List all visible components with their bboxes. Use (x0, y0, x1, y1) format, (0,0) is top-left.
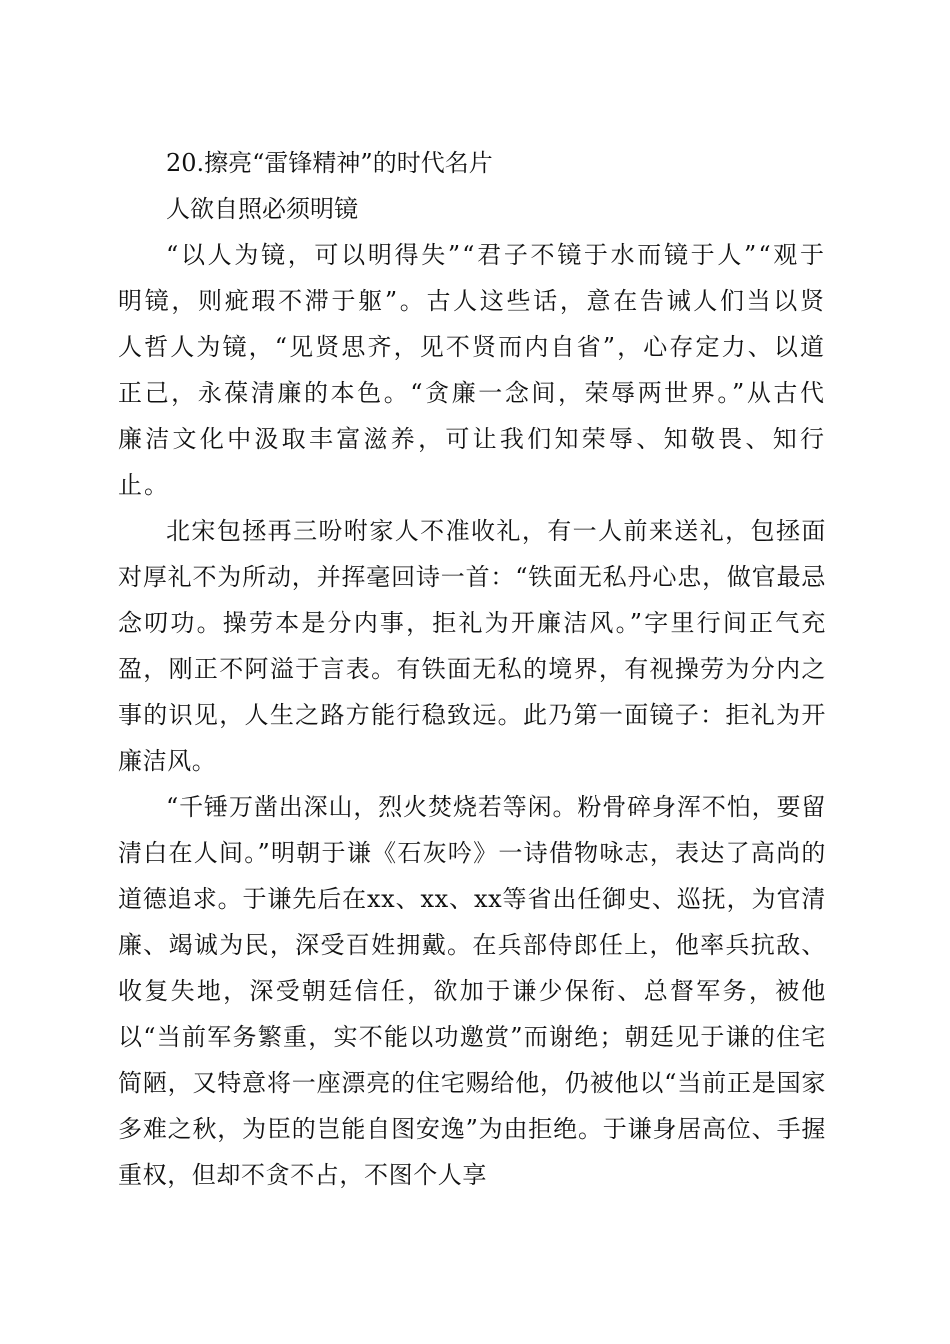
paragraph: 北宋包拯再三吩咐家人不准收礼，有一人前来送礼，包拯面对厚礼不为所动，并挥毫回诗一首：“铁面无私丹心忠，做官最忌念叨功。操劳本是分内事，拒礼为开廉洁风。”字里行间正气充盈，刚正不阿溢于言表。有铁面无私的境界，有视操劳为分内之事的识见，人生之路方能行稳致远。此乃第一面镜子：拒礼为开廉洁风。 (118, 517, 826, 775)
document-body (118, 140, 826, 1198)
paragraph: “以人为镜，可以明得失”“君子不镜于水而镜于人”“观于明镜，则疵瑕不滞于躯”。古人这些话，意在告诫人们当以贤人哲人为镜，“见贤思齐，见不贤而内自省”，心存定力、以道正己，永葆清廉的本色。“贪廉一念间，荣辱两世界。”从古代廉洁文化中汲取丰富滋养，可让我们知荣辱、知敬畏、知行止。 (118, 241, 826, 499)
document-subtitle: 人欲自照必须明镜 (166, 195, 358, 223)
paragraph: “千锤万凿出深山，烈火焚烧若等闲。粉骨碎身浑不怕，要留清白在人间。”明朝于谦《石灰吟》一诗借物咏志，表达了高尚的道德追求。于谦先后在xx、xx、xx等省出任御史、巡抚，为官清廉、竭诚为民，深受百姓拥戴。在兵部侍郎任上，他率兵抗敌、收复失地，深受朝廷信任，欲加于谦少保衔、总督军务，被他以“当前军务繁重，实不能以功邀赏”而谢绝；朝廷见于谦的住宅简陋，又特意将一座漂亮的住宅赐给他，仍被他以“当前正是国家多难之秋，为臣的岂能自图安逸”为由拒绝。于谦身居高位、手握重权，但却不贪不占，不图个人享 (118, 793, 826, 1189)
document-title: 20.擦亮“雷锋精神”的时代名片 (166, 149, 493, 177)
